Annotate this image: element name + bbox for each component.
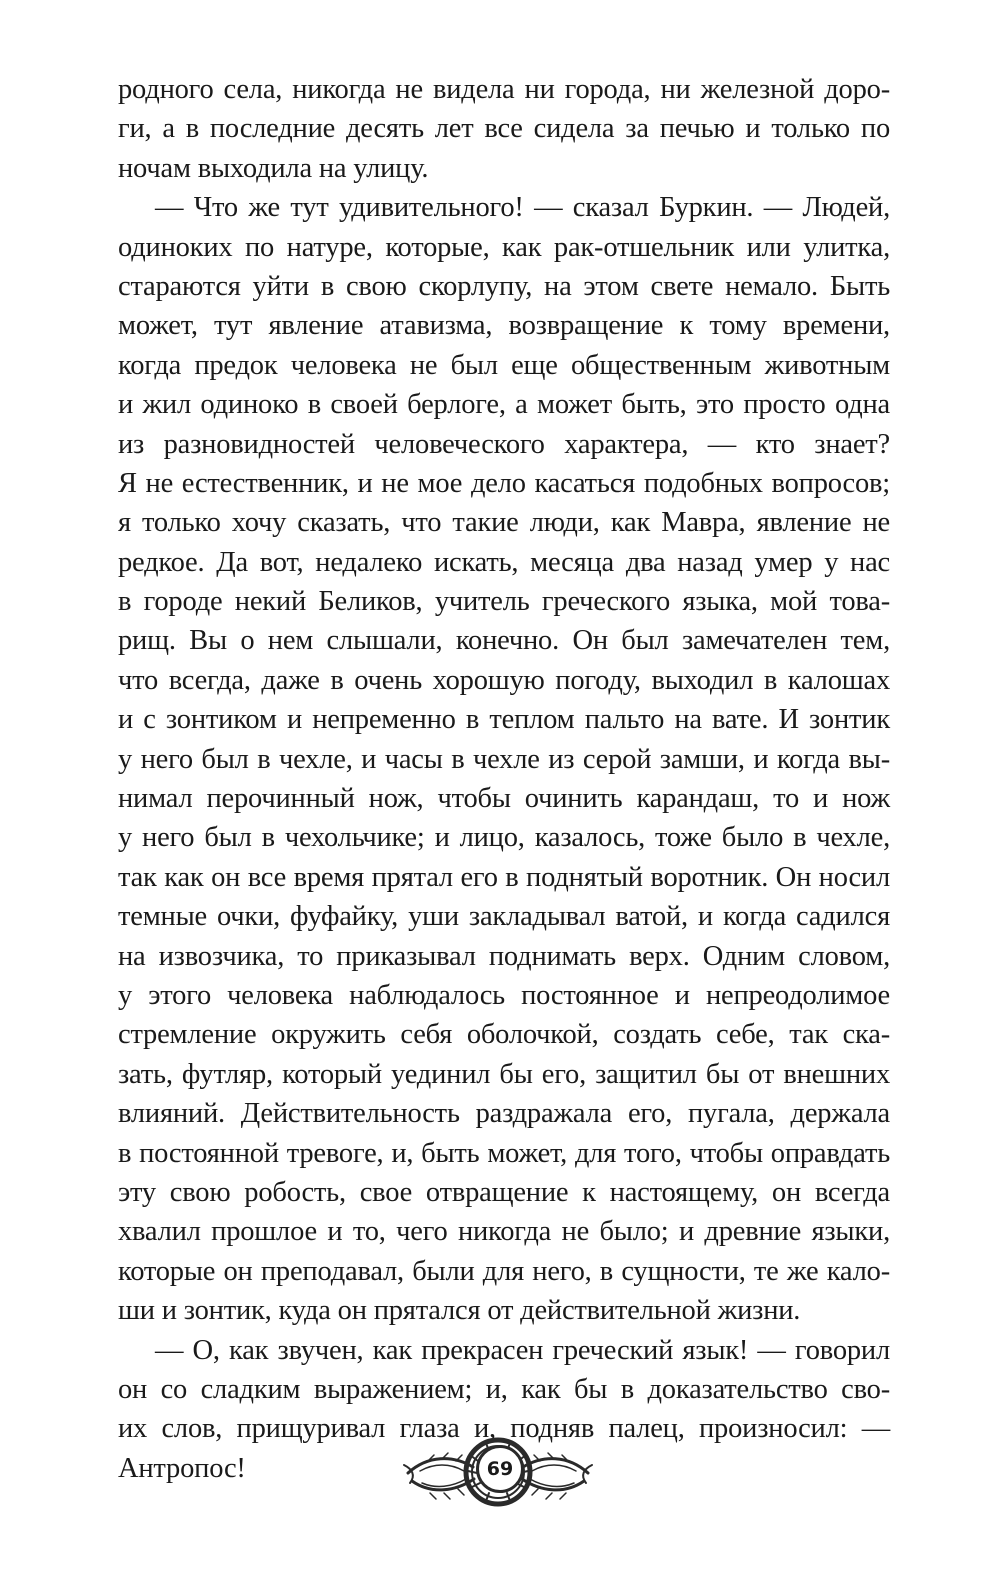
text-line: из разновидностей человеческого характера, — кто знает? xyxy=(118,428,890,460)
text-line: хвалил прошлое и то, чего никогда не было; и древние языки, xyxy=(118,1216,890,1248)
text-line: одиноких по натуре, которые, как рак-отшельник или улитка, xyxy=(118,231,890,263)
text-line: может, тут явление атавизма, возвращение к тому времени, xyxy=(118,310,890,342)
text-line: — О, как звучен, как прекрасен греческий язык! — говорил xyxy=(155,1334,890,1366)
text-line: что всегда, даже в очень хорошую погоду, выходил в калошах xyxy=(118,664,890,696)
text-line: ши и зонтик, куда он прятался от действительной жизни. xyxy=(118,1295,801,1327)
text-line: и жил одиноко в своей берлоге, а может быть, это просто одна xyxy=(118,389,890,421)
text-line: редкое. Да вот, недалеко искать, месяца два назад умер у нас xyxy=(118,546,890,578)
text-line: которые он преподавал, были для него, в сущности, те же кало- xyxy=(118,1255,890,1287)
text-line: ги, а в последние десять лет все сидела за печью и только по xyxy=(118,113,890,145)
text-line: Я не естественник, и не мое дело касаться подобных вопросов; xyxy=(118,467,890,499)
text-line: рищ. Вы о нем слышали, конечно. Он был замечателен тем, xyxy=(118,625,890,657)
text-line: нимал перочинный нож, чтобы очинить карандаш, то и нож xyxy=(118,783,890,815)
text-line: их слов, прищуривал глаза и, подняв палец, произносил: — xyxy=(118,1413,890,1445)
text-line: — Что же тут удивительного! — сказал Буркин. — Людей, xyxy=(155,192,890,224)
text-line: у этого человека наблюдалось постоянное и непреодолимое xyxy=(118,979,890,1011)
body-text xyxy=(118,70,890,1488)
page-footer xyxy=(0,1425,1000,1525)
text-line: ночам выходила на улицу. xyxy=(118,152,429,184)
text-line: родного села, никогда не видела ни города, ни железной доро- xyxy=(118,74,890,105)
text-line: я только хочу сказать, что такие люди, как Мавра, явление не xyxy=(118,507,890,539)
text-line: он со сладким выражением; и, как бы в доказательство сво- xyxy=(118,1373,890,1405)
text-line: стремление окружить себя оболочкой, создать себе, так ска- xyxy=(118,1019,890,1051)
text-line: и с зонтиком и непременно в теплом пальто на вате. И зонтик xyxy=(118,704,890,736)
text-line: эту свою робость, свое отвращение к настоящему, он всегда xyxy=(118,1176,890,1208)
text-line: Антропос! xyxy=(118,1452,246,1484)
text-line: темные очки, фуфайку, уши закладывал ватой, и когда садился xyxy=(118,901,890,933)
text-line: в постоянной тревоге, и, быть может, для того, чтобы оправдать xyxy=(118,1137,890,1169)
text-line: стараются уйти в свою скорлупу, на этом свете немало. Быть xyxy=(118,270,890,302)
text-line: так как он все время прятал его в поднятый воротник. Он носил xyxy=(118,861,890,893)
page-number: 69 xyxy=(476,1445,524,1493)
text-line: на извозчика, то приказывал поднимать верх. Одним словом, xyxy=(118,940,890,972)
text-line: когда предок человека не был еще общественным животным xyxy=(118,349,890,381)
text-line: у него был в чехле, и часы в чехле из серой замши, и когда вы- xyxy=(118,743,890,775)
text-line: в городе некий Беликов, учитель греческого языка, мой това- xyxy=(118,586,890,618)
text-line: у него был в чехольчике; и лицо, казалось, тоже было в чехле, xyxy=(118,822,890,854)
text-line: влияний. Действительность раздражала его, пугала, держала xyxy=(118,1098,890,1130)
text-line: зать, футляр, который уединил бы его, защитил бы от внешних xyxy=(118,1058,890,1090)
